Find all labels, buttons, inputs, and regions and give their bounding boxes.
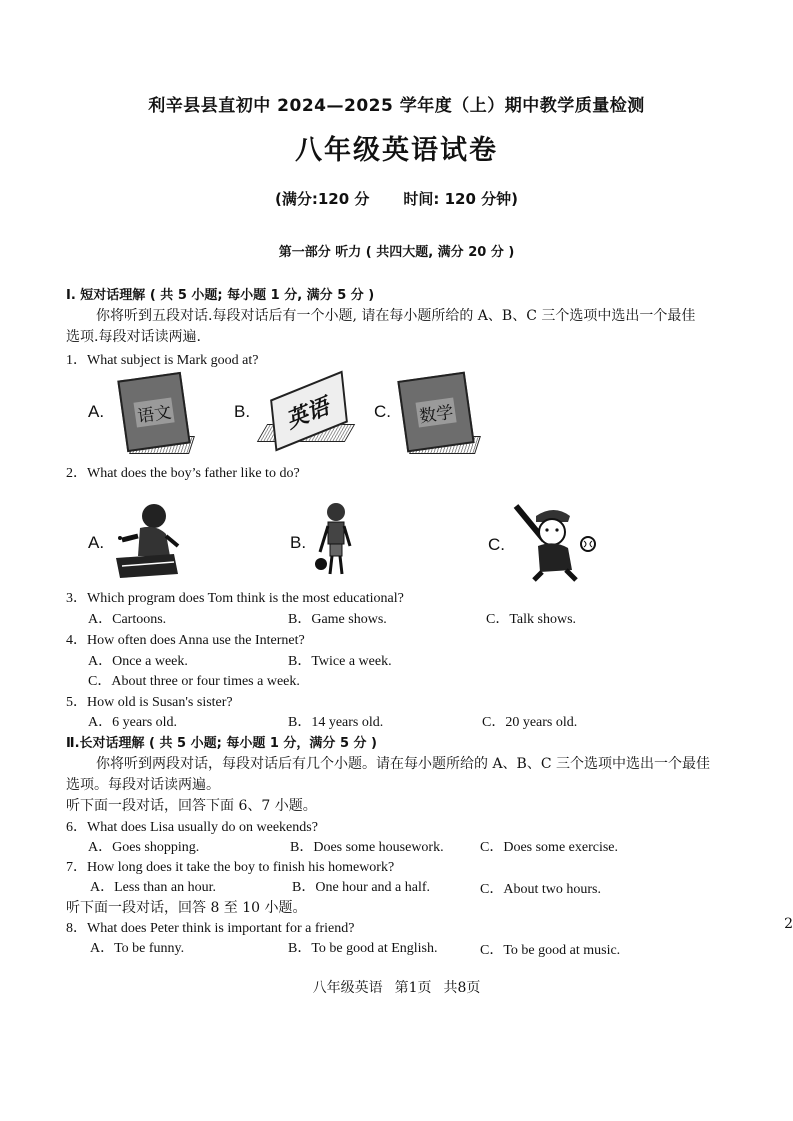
q3-option-c: C．Talk shows. bbox=[486, 612, 577, 627]
english-book-label: 英语 bbox=[287, 390, 331, 435]
q8-option-c: C．To be good at music. bbox=[480, 943, 621, 958]
q2-option-c-label: C. bbox=[488, 535, 505, 554]
dialogue-group-2: 听下面一段对话，回答 8 至 10 小题。 bbox=[66, 900, 307, 916]
q5-option-a: A．6 years old. bbox=[88, 715, 178, 730]
q8-option-a: A．To be funny. bbox=[90, 941, 185, 956]
exam-title: 八年级英语试卷 bbox=[295, 135, 498, 166]
page-footer bbox=[0, 977, 793, 997]
q4-option-b: B．Twice a week. bbox=[288, 654, 392, 669]
section2-instruction-2: 选项。每段对话读两遍。 bbox=[66, 777, 220, 793]
footer-total-pages: 共8页 bbox=[443, 980, 481, 996]
chinese-book-label: 语文 bbox=[133, 397, 174, 427]
q5-option-b: B．14 years old. bbox=[288, 715, 384, 730]
full-score: (满分:120 分 bbox=[274, 190, 370, 208]
q6-option-b: B．Does some housework. bbox=[290, 840, 444, 855]
q2-option-a-label: A. bbox=[88, 533, 105, 552]
ping-pong-player-icon bbox=[112, 500, 184, 580]
baseball-player-icon bbox=[510, 500, 600, 582]
question-3-stem: 3．Which program does Tom think is the most educational? bbox=[66, 591, 404, 606]
question-6-stem: 6．What does Lisa usually do on weekends? bbox=[66, 820, 318, 835]
q3-option-b: B．Game shows. bbox=[288, 612, 387, 627]
q2-option-b-label: B. bbox=[290, 533, 307, 552]
score-time-line bbox=[0, 188, 793, 209]
q5-option-c: C．20 years old. bbox=[482, 715, 578, 730]
footer-page-number: 第1页 bbox=[394, 980, 432, 996]
q1-option-c-label: C. bbox=[374, 402, 391, 421]
q1-option-a-label: A. bbox=[88, 402, 105, 421]
section1-title: Ⅰ. 短对话理解 ( 共 5 小题; 每小题 1 分, 满分 5 分 ) bbox=[66, 288, 375, 303]
page-edge-mark: 2 bbox=[784, 916, 793, 932]
q7-option-a: A．Less than an hour. bbox=[90, 880, 216, 895]
section2-title: Ⅱ.长对话理解 ( 共 5 小题; 每小题 1 分，满分 5 分 ) bbox=[66, 736, 377, 751]
q6-option-c: C．Does some exercise. bbox=[480, 840, 619, 855]
section1-instruction-2: 选项.每段对话读两遍. bbox=[66, 329, 201, 345]
exam-time: 时间: 120 分钟) bbox=[403, 190, 518, 208]
q7-option-c: C．About two hours. bbox=[480, 882, 601, 897]
footer-subject: 八年级英语 bbox=[312, 980, 383, 996]
q6-option-a: A．Goes shopping. bbox=[88, 840, 200, 855]
question-8-stem: 8．What does Peter think is important for a friend? bbox=[66, 921, 355, 936]
basketball-player-icon bbox=[312, 500, 358, 580]
question-2-stem: 2．What does the boy’s father like to do? bbox=[66, 466, 300, 481]
q4-option-a: A．Once a week. bbox=[88, 654, 188, 669]
question-7-stem: 7．How long does it take the boy to finish his homework? bbox=[66, 860, 395, 875]
school-exam-title: 利辛县县直初中 2024—2025 学年度（上）期中教学质量检测 bbox=[148, 96, 645, 116]
english-book-icon bbox=[254, 378, 358, 458]
q7-option-b: B．One hour and a half. bbox=[292, 880, 431, 895]
section2-instruction-1: 你将听到两段对话，每段对话后有几个小题。请在每小题所给的 A、B、C 三个选项中选出一个最佳 bbox=[96, 756, 711, 772]
question-1-stem: 1．What subject is Mark good at? bbox=[66, 353, 259, 368]
q1-option-b-label: B. bbox=[234, 402, 251, 421]
q3-option-a: A．Cartoons. bbox=[88, 612, 167, 627]
part1-title: 第一部分 听力 ( 共四大题, 满分 20 分 ) bbox=[278, 245, 515, 260]
q4-option-c: C．About three or four times a week. bbox=[88, 674, 300, 689]
question-5-stem: 5．How old is Susan's sister? bbox=[66, 695, 233, 710]
math-book-icon bbox=[396, 372, 486, 464]
math-book-label: 数学 bbox=[415, 397, 456, 427]
chinese-book-icon bbox=[116, 372, 196, 464]
dialogue-group-1: 听下面一段对话，回答下面 6、7 小题。 bbox=[66, 798, 317, 814]
section1-instruction-1: 你将听到五段对话.每段对话后有一个小题, 请在每小题所给的 A、B、C 三个选项中选出一个最佳 bbox=[96, 308, 696, 324]
q8-option-b: B．To be good at English. bbox=[288, 941, 438, 956]
question-4-stem: 4．How often does Anna use the Internet? bbox=[66, 633, 305, 648]
